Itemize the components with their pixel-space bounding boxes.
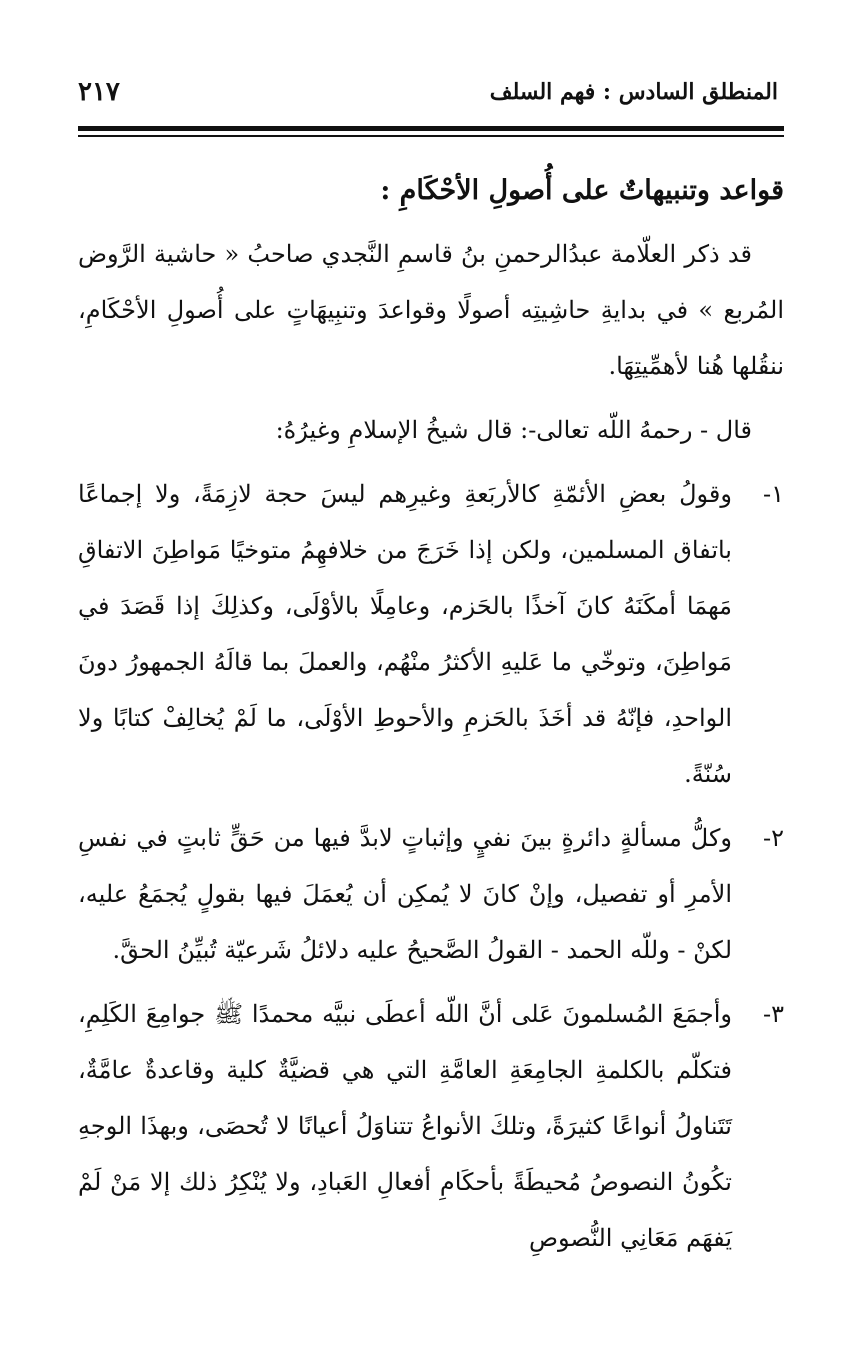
list-item [78, 466, 784, 802]
page-number: ٢١٧ [78, 77, 120, 107]
running-header [78, 74, 778, 110]
list-item-text: وأجمَعَ المُسلمونَ عَلى أنَّ اللّه أعطَى نبيَّه محمدًا ﷺ جوامِعَ الكَلِمِ، فتكلّم بالكلمةِ الجامِعَةِ العامَّةِ التي هي قضيَّةٌ كلية وقاعدةٌ عامَّةٌ، تَتَناولُ أنواعًا كثيرَةً، وتلكَ الأنواعُ تتناوَلُ أعيانًا لا تُحصَى، وبهذَا الوجهِ تكُونُ النصوصُ مُحيطَةً بأحكَامِ أفعالِ العَبادِ، ولا يُنْكِرُ ذلك إلا مَنْ لَمْ يَفهَم مَعَانِي النُّصوصِ [78, 1000, 732, 1252]
page-body [78, 166, 784, 1266]
header-rule-thin [78, 135, 784, 137]
list-item-number: ٢- [763, 824, 784, 852]
list-item-text: وقولُ بعضِ الأئمّةِ كالأربَعةِ وغيرِهم ليسَ حجة لازِمَةً، ولا إجماعًا باتفاق المسلمين، ولكن إذا خَرَجَ من خلافهِمُ متوخيًا مَواطِنَ الاتفاقِ مَهمَا أمكَنَهُ كانَ آخذًا بالحَزم، وعامِلًا بالأوْلَى، وكذلِكَ إذا قَصَدَ في مَواطِنَ، وتوخّي ما عَليهِ الأكثرُ منْهُم، والعملَ بما قالَهُ الجمهورُ دونَ الواحدِ، فإنّهُ قد أخَذَ بالحَزمِ والأحوطِ الأوْلَى، ما لَمْ يُخالِفْ كتابًا ولا سُنّةً. [78, 480, 732, 788]
section-heading: قواعد وتنبيهاتٌ على أُصولِ الأحْكَامِ : [380, 175, 784, 206]
header-rule-thick [78, 126, 784, 131]
intro-paragraph: قد ذكر العلّامة عبدُالرحمنِ بنُ قاسمِ النَّجدي صاحبُ « حاشية الرَّوض المُربع » في بدايةِ حاشِيتِه أصولًا وقواعدَ وتنبِيهَاتٍ على أُصولِ الأحْكَامِ، ننقُلها هُنا لأهمِّيتِهَا. [78, 240, 784, 380]
running-title: المنطلق السادس : فهم السلف [489, 79, 778, 105]
quote-intro: قال - رحمهُ اللّه تعالى-: قال شيخُ الإسلامِ وغيرُهُ: [275, 416, 752, 444]
list-item [78, 986, 784, 1266]
list-item-text: وكلُّ مسألةٍ دائرةٍ بينَ نفيٍ وإثباتٍ لابدَّ فيها من حَقٍّ ثابتٍ في نفسِ الأمرِ أو تفصيل، وإنْ كانَ لا يُمكِن أن يُعمَلَ فيها بقولٍ يُجمَعُ عليه، لكنْ - وللّه الحمد - القولُ الصَّحيحُ عليه دلائلُ شَرعيّة تُبيِّنُ الحقَّ. [78, 824, 732, 964]
list-item [78, 810, 784, 978]
list-item-number: ١- [763, 480, 784, 508]
list-item-number: ٣- [763, 1000, 784, 1028]
